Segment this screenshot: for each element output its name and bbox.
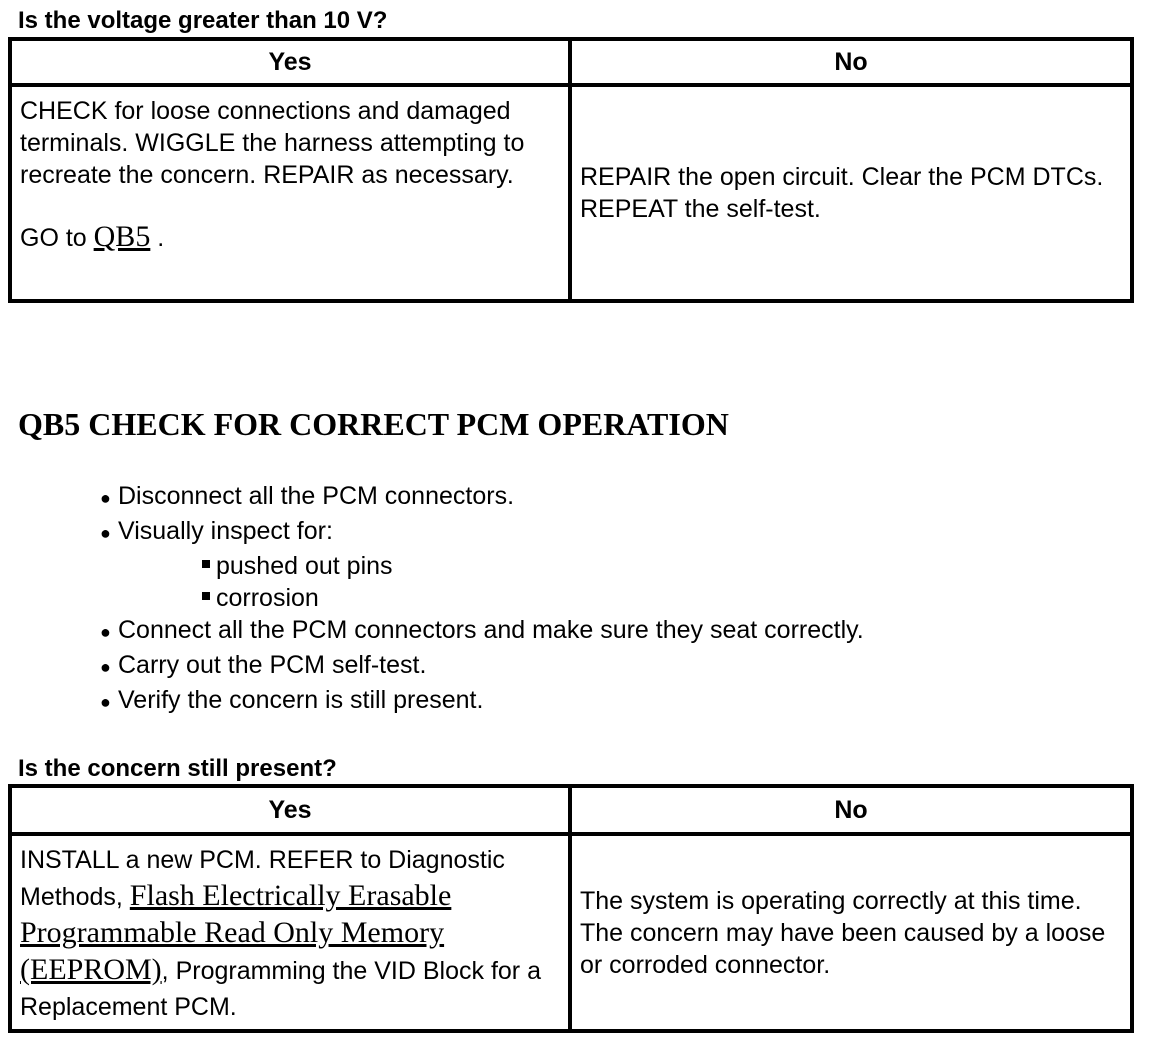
yes-cell bbox=[10, 834, 570, 1031]
step-item: ● Connect all the PCM connectors and make sure they seat correctly. bbox=[100, 614, 864, 649]
yes-instructions-end: , Programming the VID Block for a Replacement PCM. bbox=[20, 957, 541, 1021]
yes-cell bbox=[10, 85, 570, 301]
no-cell bbox=[570, 85, 1132, 301]
no-instructions: The system is operating correctly at this time. The concern may have been caused by a loose or corroded connector. bbox=[580, 886, 1106, 979]
yes-header: Yes bbox=[10, 39, 570, 85]
substep-item: corrosion bbox=[202, 582, 864, 614]
question-voltage: Is the voltage greater than 10 V? bbox=[18, 7, 388, 34]
yes-header: Yes bbox=[10, 786, 570, 834]
bullet-icon: ● bbox=[100, 657, 111, 677]
section-heading-qb5: QB5 CHECK FOR CORRECT PCM OPERATION bbox=[18, 406, 729, 442]
step-item: ● Visually inspect for: pushed out pins corrosion bbox=[100, 515, 864, 614]
goto-line bbox=[20, 221, 560, 254]
goto-suffix: . bbox=[157, 224, 165, 252]
qb5-link[interactable]: QB5 bbox=[93, 220, 151, 253]
bullet-icon: ● bbox=[100, 622, 111, 642]
yes-instructions: CHECK for loose connections and damaged terminals. WIGGLE the harness attempting to recreate the concern. REPAIR as necessary. bbox=[20, 97, 525, 189]
no-header: No bbox=[570, 39, 1132, 85]
goto-prefix: GO to bbox=[20, 224, 87, 252]
no-header: No bbox=[570, 786, 1132, 834]
step-item: ● Disconnect all the PCM connectors. bbox=[100, 480, 864, 515]
step-item: ● Carry out the PCM self-test. bbox=[100, 649, 864, 684]
step-list bbox=[100, 480, 864, 719]
answer-table-voltage bbox=[8, 37, 1134, 303]
square-bullet-icon bbox=[202, 592, 210, 600]
question-concern: Is the concern still present? bbox=[18, 755, 337, 782]
no-cell bbox=[570, 834, 1132, 1031]
substep-item: pushed out pins bbox=[202, 550, 864, 582]
bullet-icon: ● bbox=[100, 488, 111, 508]
answer-table-concern bbox=[8, 784, 1134, 1033]
flash-eeprom-link[interactable]: Flash Electrically Erasable Programmable Read Only Memory (EEPROM) bbox=[20, 879, 452, 986]
substep-list bbox=[100, 550, 864, 614]
yes-instructions-start: INSTALL a new PCM. REFER to Diagnostic Methods, bbox=[20, 846, 505, 911]
step-item: ● Verify the concern is still present. bbox=[100, 684, 864, 719]
square-bullet-icon bbox=[202, 560, 210, 568]
bullet-icon: ● bbox=[100, 692, 111, 712]
bullet-icon: ● bbox=[100, 523, 111, 543]
no-instructions: REPAIR the open circuit. Clear the PCM DTCs. REPEAT the self-test. bbox=[580, 163, 1104, 223]
